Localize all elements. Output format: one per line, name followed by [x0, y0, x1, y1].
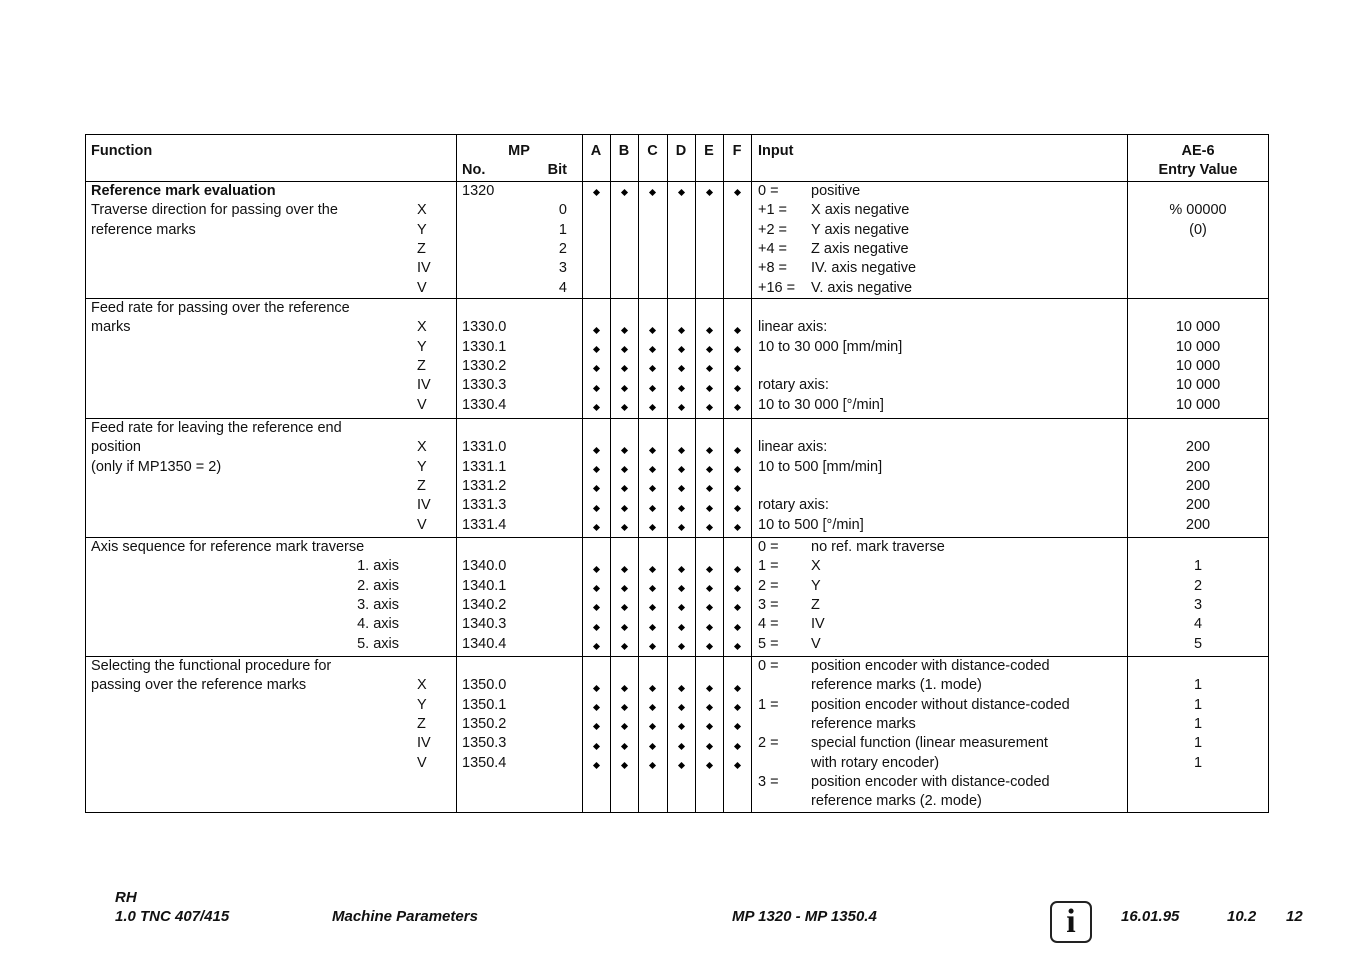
header-col-b: B — [618, 143, 630, 159]
entry-value: % 00000 — [1169, 202, 1227, 219]
input-code: 4 = — [758, 616, 779, 633]
input-description: reference marks (2. mode) — [811, 793, 982, 810]
entry-value: 200 — [1185, 516, 1211, 533]
header-col-a: A — [590, 143, 602, 159]
header-col-f: F — [732, 143, 742, 159]
mp-number: 1320 — [462, 183, 495, 199]
footer-rh: RH — [115, 889, 137, 906]
input-code: +1 = — [758, 202, 788, 219]
function-text: marks — [91, 319, 131, 336]
mp-number: 1340.2 — [462, 596, 507, 613]
table-frame — [85, 134, 1269, 813]
column-divider — [667, 134, 668, 813]
input-description: V. axis negative — [811, 279, 913, 296]
axis-label: X — [417, 677, 427, 694]
axis-label: X — [417, 439, 427, 456]
input-description: 10 to 30 000 [mm/min] — [758, 338, 903, 355]
mp-number: 1331.1 — [462, 458, 507, 475]
entry-value: 200 — [1185, 497, 1211, 514]
input-code: 0 = — [758, 539, 779, 555]
axis-label: IV — [417, 260, 431, 277]
function-text: Selecting the functional procedure for — [91, 658, 332, 674]
mp-number: 1330.4 — [462, 396, 507, 413]
mp-bit: 4 — [558, 279, 567, 296]
input-description: with rotary encoder) — [811, 754, 940, 771]
function-text: Feed rate for passing over the reference — [91, 300, 350, 316]
axis-label: X — [417, 319, 427, 336]
input-description: IV — [811, 616, 825, 633]
axis-sequence-label: 3. axis — [357, 596, 399, 613]
entry-value: 1 — [1193, 754, 1203, 771]
column-divider — [695, 134, 696, 813]
axis-label: Z — [417, 715, 426, 732]
footer-section: 10.2 — [1227, 908, 1257, 925]
mp-number: 1330.1 — [462, 338, 507, 355]
mp-bit: 3 — [558, 260, 567, 277]
input-description: X axis negative — [811, 202, 910, 219]
input-code: 2 = — [758, 577, 779, 594]
function-text: Axis sequence for reference mark traverse — [91, 539, 365, 555]
input-description: special function (linear measurement — [811, 735, 1048, 752]
header-entry-value: Entry Value — [1158, 162, 1238, 178]
axis-sequence-label: 4. axis — [357, 616, 399, 633]
entry-value: 1 — [1193, 715, 1203, 732]
mp-number: 1340.3 — [462, 616, 507, 633]
mp-number: 1340.0 — [462, 558, 507, 575]
entry-value: 1 — [1193, 558, 1203, 575]
function-text: position — [91, 439, 141, 456]
axis-label: Y — [417, 338, 427, 355]
mp-number: 1350.3 — [462, 735, 507, 752]
input-description: X — [811, 558, 821, 575]
mp-number: 1340.1 — [462, 577, 507, 594]
input-code: 2 = — [758, 735, 779, 752]
column-divider — [751, 134, 752, 813]
header-col-d: D — [675, 143, 687, 159]
input-code: 1 = — [758, 558, 779, 575]
column-divider — [723, 134, 724, 813]
mp-number: 1331.2 — [462, 477, 507, 494]
input-code: 0 = — [758, 658, 779, 674]
entry-value: 10 000 — [1175, 338, 1221, 355]
axis-label: Y — [417, 696, 427, 713]
input-description: rotary axis: — [758, 377, 829, 394]
input-description: reference marks (1. mode) — [811, 677, 982, 694]
mp-bit: 1 — [558, 221, 567, 238]
header-ae6: AE-6 — [1181, 143, 1215, 159]
mp-number: 1350.2 — [462, 715, 507, 732]
axis-label: Z — [417, 477, 426, 494]
input-description: position encoder with distance-coded — [811, 658, 1050, 674]
axis-sequence-label: 2. axis — [357, 577, 399, 594]
input-description: no ref. mark traverse — [811, 539, 945, 555]
axis-label: Y — [417, 221, 427, 238]
entry-value: 10 000 — [1175, 377, 1221, 394]
axis-label: Z — [417, 240, 426, 257]
input-description: position encoder with distance-coded — [811, 773, 1050, 790]
axis-label: X — [417, 202, 427, 219]
function-text: Reference mark evaluation — [91, 183, 276, 199]
axis-label: Y — [417, 458, 427, 475]
input-code: +8 = — [758, 260, 788, 277]
input-code: 3 = — [758, 596, 779, 613]
entry-value: 2 — [1193, 577, 1203, 594]
entry-value: 5 — [1193, 635, 1203, 652]
input-description: positive — [811, 183, 861, 199]
entry-value: 200 — [1185, 477, 1211, 494]
axis-label: V — [417, 279, 427, 296]
entry-value: 10 000 — [1175, 396, 1221, 413]
machine-parameter-table — [85, 134, 1269, 813]
mp-number: 1330.3 — [462, 377, 507, 394]
function-text: (only if MP1350 = 2) — [91, 458, 222, 475]
input-description: rotary axis: — [758, 497, 829, 514]
input-code: +16 = — [758, 279, 796, 296]
function-text: passing over the reference marks — [91, 677, 307, 694]
header-input: Input — [758, 143, 794, 159]
entry-value: 10 000 — [1175, 357, 1221, 374]
column-divider — [638, 134, 639, 813]
input-description: linear axis: — [758, 439, 828, 456]
axis-sequence-label: 5. axis — [357, 635, 399, 652]
input-code: +4 = — [758, 240, 788, 257]
input-description: Z axis negative — [811, 240, 909, 257]
entry-value: 200 — [1185, 439, 1211, 456]
column-divider — [456, 134, 457, 813]
mp-number: 1340.4 — [462, 635, 507, 652]
input-code: 0 = — [758, 183, 779, 199]
header-col-e: E — [704, 143, 714, 159]
info-icon: i — [1050, 901, 1092, 943]
input-description: Y — [811, 577, 821, 594]
header-no: No. — [462, 162, 486, 178]
mp-number: 1330.2 — [462, 357, 507, 374]
input-code: 5 = — [758, 635, 779, 652]
function-text: reference marks — [91, 221, 196, 238]
entry-value: 1 — [1193, 735, 1203, 752]
entry-value: 10 000 — [1175, 319, 1221, 336]
input-code: +2 = — [758, 221, 788, 238]
input-description: 10 to 30 000 [°/min] — [758, 396, 884, 413]
footer-title: Machine Parameters — [332, 908, 478, 925]
column-divider — [582, 134, 583, 813]
input-description: Z — [811, 596, 820, 613]
input-description: reference marks — [811, 715, 916, 732]
header-mp: MP — [508, 143, 530, 159]
mp-number: 1331.0 — [462, 439, 507, 456]
entry-value: (0) — [1189, 221, 1207, 238]
mp-number: 1331.3 — [462, 497, 507, 514]
entry-value: 3 — [1193, 596, 1203, 613]
function-text: Feed rate for leaving the reference end — [91, 420, 342, 436]
input-description: position encoder without distance-coded — [811, 696, 1070, 713]
input-description: linear axis: — [758, 319, 828, 336]
mp-number: 1350.0 — [462, 677, 507, 694]
mp-number: 1350.1 — [462, 696, 507, 713]
axis-label: V — [417, 754, 427, 771]
axis-label: IV — [417, 497, 431, 514]
mp-bit: 0 — [558, 202, 567, 219]
entry-value: 200 — [1185, 458, 1211, 475]
column-divider — [610, 134, 611, 813]
input-code: 3 = — [758, 773, 779, 790]
axis-label: IV — [417, 377, 431, 394]
input-description: Y axis negative — [811, 221, 910, 238]
mp-number: 1331.4 — [462, 516, 507, 533]
input-description: 10 to 500 [°/min] — [758, 516, 864, 533]
mp-bit: 2 — [558, 240, 567, 257]
axis-label: V — [417, 516, 427, 533]
footer-version: 1.0 TNC 407/415 — [115, 908, 230, 925]
mp-number: 1330.0 — [462, 319, 507, 336]
axis-label: IV — [417, 735, 431, 752]
entry-value: 4 — [1193, 616, 1203, 633]
input-description: 10 to 500 [mm/min] — [758, 458, 883, 475]
header-bit: Bit — [547, 162, 567, 178]
footer-date: 16.01.95 — [1121, 908, 1180, 925]
axis-label: Z — [417, 357, 426, 374]
input-description: IV. axis negative — [811, 260, 917, 277]
footer-page: 12 — [1286, 908, 1303, 925]
entry-value: 1 — [1193, 696, 1203, 713]
header-col-c: C — [647, 143, 658, 159]
mp-number: 1350.4 — [462, 754, 507, 771]
footer-range: MP 1320 - MP 1350.4 — [732, 908, 877, 925]
axis-label: V — [417, 396, 427, 413]
input-description: V — [811, 635, 821, 652]
header-function: Function — [91, 143, 153, 159]
entry-value: 1 — [1193, 677, 1203, 694]
input-code: 1 = — [758, 696, 779, 713]
function-text: Traverse direction for passing over the — [91, 202, 338, 219]
axis-sequence-label: 1. axis — [357, 558, 399, 575]
